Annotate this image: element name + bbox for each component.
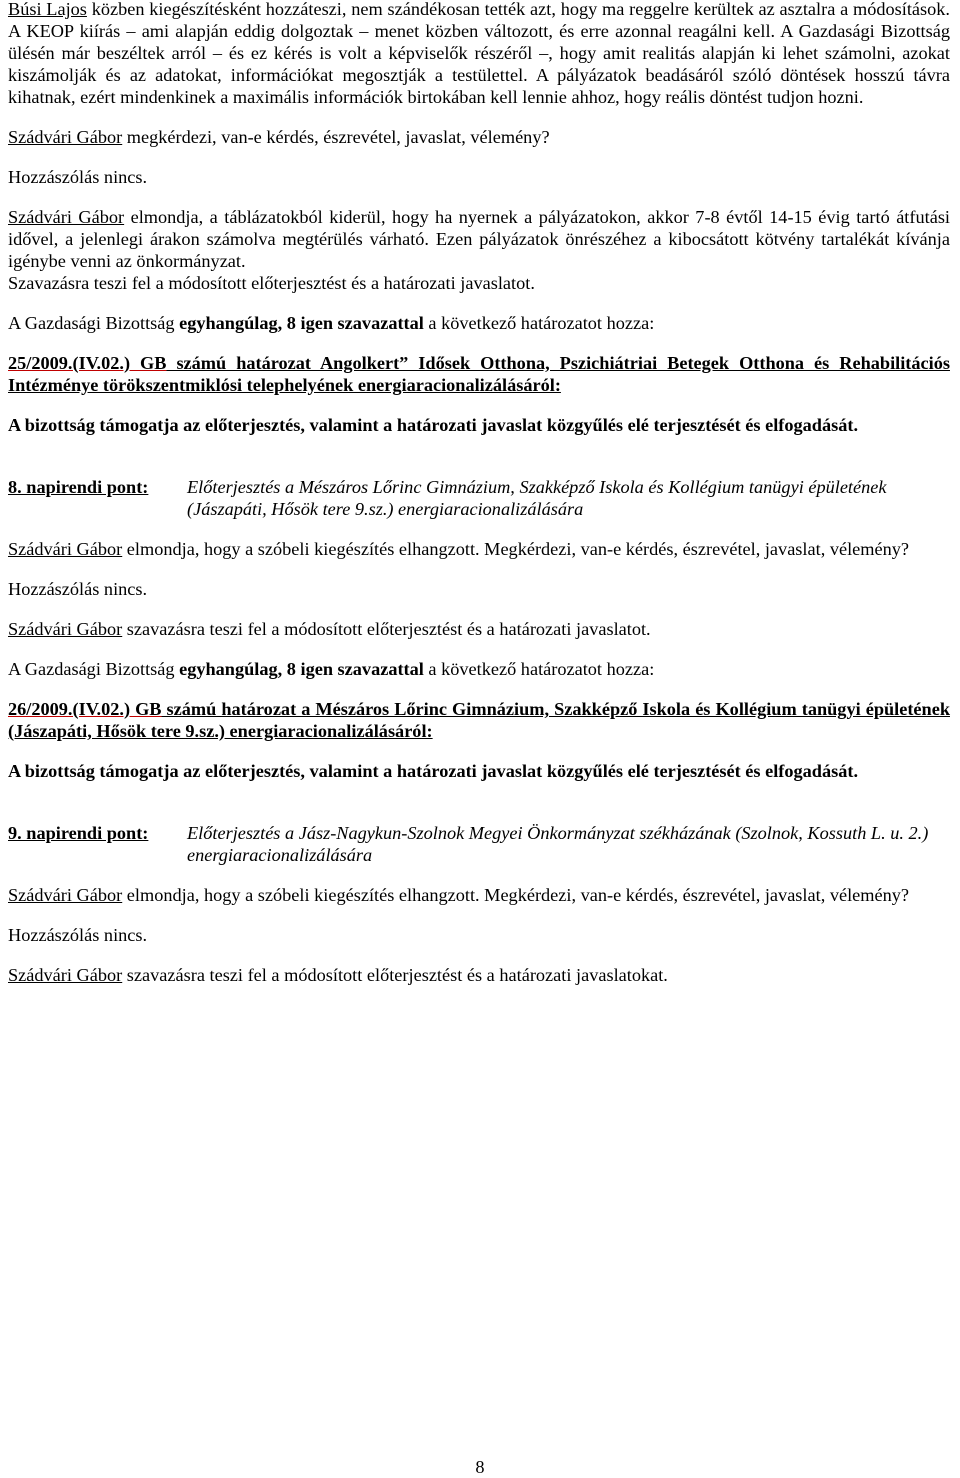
paragraph-vote-call-2 xyxy=(8,618,950,640)
agenda-item-8 xyxy=(8,476,950,520)
agenda-label: 9. napirendi pont: xyxy=(8,823,149,843)
resolution-title-25 xyxy=(8,352,950,396)
vote-post: a következő határozatot hozza: xyxy=(423,659,655,679)
paragraph-text: elmondja, hogy a szóbeli kiegészítés elhangzott. Megkérdezi, van-e kérdés, észrevétel, javaslat, vélemény? xyxy=(122,539,910,559)
paragraph-text: elmondja, a táblázatokból kiderül, hogy ha nyernek a pályázatokon, akkor 7-8 évtől 14-15 évig tartó átfutási idővel, a jelenlegi árakon számolva megtérülés várható. Ezen pályázatok önrészéhez a kibocsátott kötvény tartalékát kívánja igénybe venni az önkormányzat. xyxy=(8,207,951,271)
agenda-text: Előterjesztés a Mészáros Lőrinc Gimnázium, Szakképző Iskola és Kollégium tanügyi épületének (Jászapáti, Hősök tere 9.sz.) energiaracionalizálására xyxy=(187,477,887,519)
no-comment-2: Hozzászólás nincs. xyxy=(8,579,148,599)
speaker-name: Szádvári Gábor xyxy=(8,619,123,639)
resolution-title-26 xyxy=(8,698,950,742)
speaker-name: Szádvári Gábor xyxy=(8,539,123,559)
agenda-text: Előterjesztés a Jász-Nagykun-Szolnok Megyei Önkormányzat székházának (Szolnok, Kossuth L. u. 2.) energiaracionalizálására xyxy=(187,823,929,865)
paragraph-explanation xyxy=(8,206,950,272)
resolution-title: számú határozat a Mészáros Lőrinc Gimnázium, Szakképző Iskola és Kollégium tanügyi épületének (Jászapáti, Hősök tere 9.sz.) energiaracionalizálásáról: xyxy=(8,699,950,741)
paragraph-vote-call-3 xyxy=(8,964,950,986)
vote-result-2 xyxy=(8,658,950,680)
vote-bold: egyhangúlag, 8 igen szavazattal xyxy=(179,659,424,679)
agenda-label: 8. napirendi pont: xyxy=(8,477,149,497)
vote-call-1: Szavazásra teszi fel a módosított előterjesztést és a határozati javaslatot. xyxy=(8,273,535,293)
resolution-body-26: A bizottság támogatja az előterjesztés, valamint a határozati javaslat közgyűlés elé terjesztését és elfogadását. xyxy=(8,761,859,781)
speaker-name: Szádvári Gábor xyxy=(8,965,123,985)
paragraph-text: elmondja, hogy a szóbeli kiegészítés elhangzott. Megkérdezi, van-e kérdés, észrevétel, javaslat, vélemény? xyxy=(122,885,910,905)
document-page xyxy=(8,0,950,986)
paragraph-question-1 xyxy=(8,126,950,148)
paragraph-busi-lajos xyxy=(8,0,950,108)
page-number: 8 xyxy=(475,1457,485,1477)
speaker-name: Szádvári Gábor xyxy=(8,127,123,147)
agenda-item-9 xyxy=(8,822,950,866)
paragraph-question-3 xyxy=(8,884,950,906)
resolution-number: 25/2009.(IV.02.) GB xyxy=(8,353,167,373)
paragraph-text: szavazásra teszi fel a módosított előterjesztést és a határozati javaslatokat. xyxy=(122,965,668,985)
speaker-name: Búsi Lajos xyxy=(8,0,87,19)
paragraph-question-2 xyxy=(8,538,950,560)
speaker-name: Szádvári Gábor xyxy=(8,207,125,227)
vote-pre: A Gazdasági Bizottság xyxy=(8,313,180,333)
paragraph-text: szavazásra teszi fel a módosított előterjesztést és a határozati javaslatot. xyxy=(122,619,651,639)
resolution-number: 26/2009.(IV.02.) GB xyxy=(8,699,162,719)
paragraph-text: megkérdezi, van-e kérdés, észrevétel, javaslat, vélemény? xyxy=(122,127,550,147)
vote-pre: A Gazdasági Bizottság xyxy=(8,659,180,679)
resolution-body-25: A bizottság támogatja az előterjesztés, valamint a határozati javaslat közgyűlés elé terjesztését és elfogadását. xyxy=(8,415,859,435)
no-comment-1: Hozzászólás nincs. xyxy=(8,167,148,187)
vote-bold: egyhangúlag, 8 igen szavazattal xyxy=(179,313,424,333)
paragraph-text: közben kiegészítésként hozzáteszi, nem szándékosan tették azt, hogy ma reggelre kerültek az asztalra a módosítások. A KEOP kiírás – ami alapján eddig dolgoztak – menet közben változott, és erre azonnal reagálni kell. A Gazdasági Bizottság ülésén már beszéltek arról – és ez kérés is volt a képviselők részéről –, hogy amit realitás alapján ki lehet számolni, azokat kiszámolják és az adatokat, információkat megosztják a testülettel. A pályázatok beadásáról szóló döntések hosszú távra kihatnak, ezért mindenkinek a maximális információk birtokában kell lennie ahhoz, hogy reális döntést tudjon hozni. xyxy=(8,0,951,107)
no-comment-3: Hozzászólás nincs. xyxy=(8,925,148,945)
vote-post: a következő határozatot hozza: xyxy=(423,313,655,333)
vote-result-1 xyxy=(8,312,950,334)
resolution-title: számú határozat Angolkert” Idősek Otthona, Pszichiátriai Betegek Otthona és Rehabilitációs Intézménye törökszentmiklósi telephelyének energiaracionalizálásáról: xyxy=(8,353,950,395)
speaker-name: Szádvári Gábor xyxy=(8,885,123,905)
